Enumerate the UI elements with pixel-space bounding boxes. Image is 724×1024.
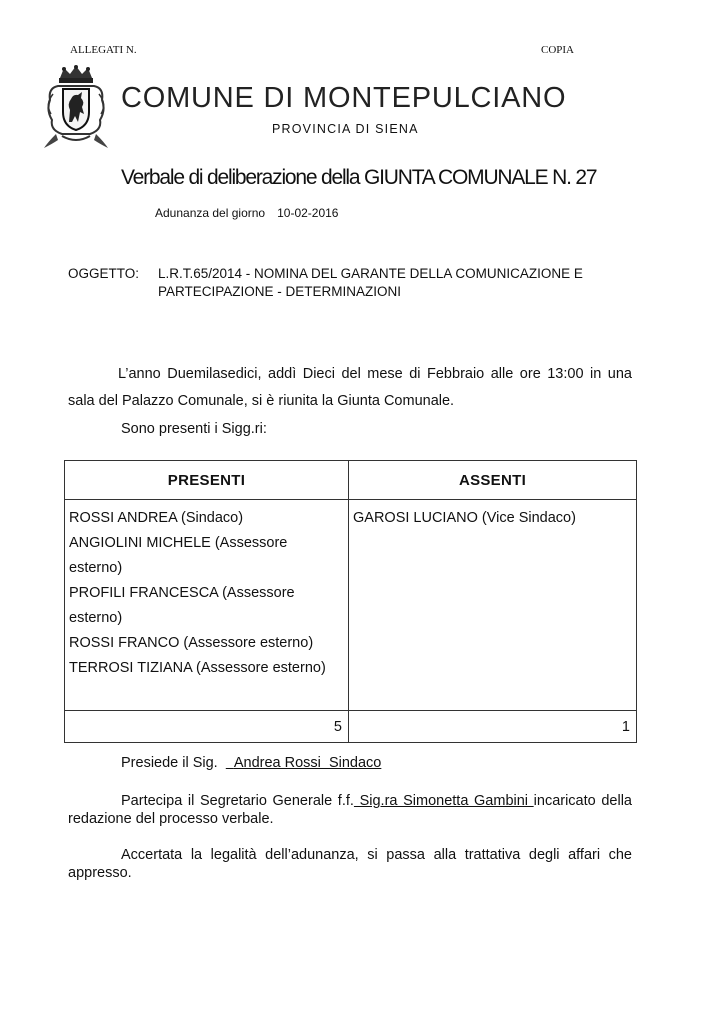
adunanza-line [155, 206, 338, 220]
presenti-count: 5 [65, 711, 349, 743]
partecipa-after: incaricato della redazione del processo verbale. [68, 793, 632, 827]
intro-paragraph: L’anno Duemilasedici, addì Dieci del mese di Febbraio alle ore 13:00 in una sala del Palazzo Comunale, si è riunita la Giunta Comunale. [68, 366, 632, 409]
oggetto-label: OGGETTO: [68, 266, 140, 281]
provincia-subtitle: PROVINCIA DI SIENA [272, 122, 419, 136]
oggetto-text: L.R.T.65/2014 - NOMINA DEL GARANTE DELLA COMUNICAZIONE E PARTECIPAZIONE - DETERMINAZIONI [158, 266, 583, 299]
presenti-member: ROSSI FRANCO (Assessore esterno) [69, 635, 314, 651]
allegati-label: ALLEGATI N. [70, 44, 137, 56]
adunanza-label: Adunanza del giorno [155, 206, 266, 220]
assenti-count: 1 [349, 711, 637, 743]
presenti-header: PRESENTI [65, 461, 349, 500]
presenti-member: PROFILI FRANCESCA (Assessore esterno) [69, 585, 295, 626]
attendance-table [64, 460, 637, 743]
presenti-member: TERROSI TIZIANA (Assessore esterno) [69, 660, 326, 676]
presenti-list [65, 500, 349, 711]
partecipa-before: Partecipa il Segretario Generale f.f. [121, 793, 354, 809]
assenti-list [349, 500, 637, 711]
presenti-intro: Sono presenti i Sigg.ri: [121, 421, 267, 437]
presiede-line [121, 755, 381, 771]
presenti-member: ROSSI ANDREA (Sindaco) [69, 510, 244, 526]
adunanza-date: 10-02-2016 [277, 206, 339, 220]
partecipa-paragraph [68, 792, 632, 828]
verbale-title: Verbale di deliberazione della GIUNTA COMUNALE N. 27 [121, 166, 597, 189]
presiede-label: Presiede il Sig. [121, 755, 218, 771]
assenti-member: GAROSI LUCIANO (Vice Sindaco) [353, 510, 576, 526]
accertata-paragraph: Accertata la legalità dell’adunanza, si passa alla trattativa degli affari che appresso. [68, 847, 632, 881]
coat-of-arms-icon [42, 64, 110, 152]
segretario-name: Sig.ra Simonetta Gambini [353, 793, 534, 809]
presiede-name [226, 755, 382, 771]
presiede-name-text: Andrea Rossi Sindaco [233, 755, 382, 771]
copia-label: COPIA [541, 44, 575, 56]
assenti-header: ASSENTI [349, 461, 637, 500]
comune-title: COMUNE DI MONTEPULCIANO [121, 82, 567, 114]
presenti-member: ANGIOLINI MICHELE (Assessore esterno) [69, 535, 288, 576]
